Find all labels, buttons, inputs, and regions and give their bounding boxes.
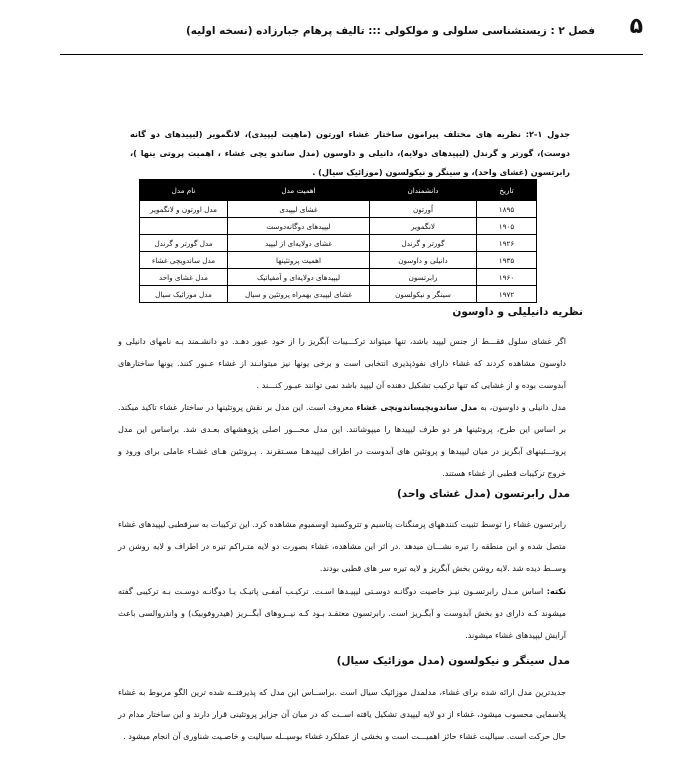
table-row [140, 286, 537, 303]
table-cell: سینگر و نیکولسون [370, 286, 477, 303]
table-header-importance: اهمیت مدل [228, 180, 370, 201]
page-header [60, 14, 643, 48]
table-cell: گورتر و گرندل [370, 235, 477, 252]
paragraph-text: معروف است. این مدل بر نقش پروتئینها در ساختار غشاء تاکید میکند. بر اساس این طرح، پروتئینها هر دو طرف لیپیدها را میپوشانند. این مدل محـــور اصلی پژوهشهای بعـدی شد. براساس این مدل پروتـــئینهای آبگریز در میان لیپیدها و پروتئین های آبدوست در اطراف لیپیدهـا مسـتقرند . پـروتئین هـای غشـاء عاملی برای ورود و خروج ترکیبات قطبی از غشاء هستند. [118, 402, 566, 478]
table-cell: مدل موزائیک سیال [140, 286, 228, 303]
models-table [139, 179, 537, 303]
note-paragraph [118, 580, 566, 646]
header-rule [60, 54, 643, 55]
table-cell: ۱۹۷۲ [477, 286, 537, 303]
table-cell: مدل ساندویچی غشاء [140, 252, 228, 269]
table-row [140, 252, 537, 269]
paragraph: اگر غشای سلول فقـــط از جنس لیپید باشد، تنها میتواند ترکـــیبات آبگریز را از خود عبور دهـد. دو دانشـمند بـه نامهای دانیلی و داوسون مشاهده کردند که غشاء دارای نفوذپذیری انتخابی است و برخی یونها نیز میتوانـند از غشاء عـبور کنند. یونها ساختارهای آبدوست بوده و از غشایی که تنها ترکیب تشکیل دهنده آن لیپید باشد نمی توانند عبـور کنـــند . [118, 336, 566, 390]
table-cell: ۱۹۶۰ [477, 269, 537, 286]
section-title-robertson: مدل رابرتسون (مدل غشای واحد) [396, 488, 570, 500]
bold-term: مدل ساندویچیساندویچی غشاء [356, 402, 478, 412]
table-cell: مدل غشای واحد [140, 269, 228, 286]
table-header-row [140, 180, 537, 201]
table-cell: مدل گورتر و گرندل [140, 235, 228, 252]
table-cell: اهمیت پروتئینها [228, 252, 370, 269]
table-cell: لیپیدهای دولایه‌ای و آمفیاتیک [228, 269, 370, 286]
table-row [140, 218, 537, 235]
table-cell [140, 218, 228, 235]
table-header-date: تاریخ [477, 180, 537, 201]
note-label: نکته: [546, 586, 566, 596]
table-cell: لیپیدهای دوگانه‌دوست [228, 218, 370, 235]
header-title: فصل ۲ : زیستشناسی سلولی و مولکولی ::: تالیف پرهام جبارزاده (نسخه اولیه) [185, 25, 595, 37]
table-cell: لانگمویر [370, 218, 477, 235]
paragraph: رابرتسون غشاء را توسط تثبیت کنندههای پرمنگنات پتاسیم و تتروکسید اوسمیوم مشاهده کرد. این ترکیبات به سرقطبی لیپیدهای غشاء متصل شده و این منطقه را تیره نشـــان میدهد .در اثر این مشاهده، غشاء بصورت دو لایه متـراکم تیره در اطراف و لایه روشن در وســط دیده شد .لایه روشن بخش آبگریز و لایه تیره سر های قطبی بودند. [118, 519, 566, 573]
table-cell: رابرتسون [370, 269, 477, 286]
table-cell: دانیلی و داوسون [370, 252, 477, 269]
table-header-scientists: دانشمندان [370, 180, 477, 201]
table-cell: مدل اورتون و لانگمویر [140, 201, 228, 218]
table-cell: غشای دولایه‌ای از لیپید [228, 235, 370, 252]
paragraph-text: مدل دانیلی و داوسون، به [480, 402, 566, 412]
paragraph-text: اساس مـدل رابرتسـون نیـز خاصیت دوگانـه دوسـتی لیپیـدها اسـت. ترکیـب آمفـی پاتیـک یـا دوگانـه دوسـت بـه ترکیبی گفته میشوند کـه دارای دو بخش آبدوست و آبگـریز است. رابرتسون معتقـد بـود کـه نیــروهای آبگــریز (هیدروفوبیک) و واندروالسی باعث آرایش لیپیدهای غشاء میشوند. [118, 586, 566, 640]
paragraph [118, 396, 566, 484]
section-title-singer: مدل سینگر و نیکولسون (مدل موزائیک سیال) [336, 655, 570, 667]
table-row [140, 235, 537, 252]
table-cell: ۱۹۳۵ [477, 252, 537, 269]
table-cell: ۱۹۰۵ [477, 218, 537, 235]
table-cell: ۱۹۲۶ [477, 235, 537, 252]
table-cell: غشای لیپیدی [228, 201, 370, 218]
table-cell: اُورتون [370, 201, 477, 218]
table-caption: جدول ۱-۲: نظریه های مختلف پیرامون ساختار غشاء اورتون (ماهیت لیپیدی)، لانگمویر (لیپیدهای دو گانه دوست)، گورتر و گرندل (لیپیدهای دولایه)، دانیلی و داوسون (مدل ساندو یچی غشاء ، اهمیت پروتی ینها )، رابرتسون (غشای واحد)، و سینگر و نیکولسون (موزائیک سیال) . [130, 129, 570, 177]
table-row [140, 269, 537, 286]
table-cell: ۱۸۹۵ [477, 201, 537, 218]
table-header-model: نام مدل [140, 180, 228, 201]
table-row [140, 201, 537, 218]
table-cell: غشای لیپیدی بهمراه پروتئین و سیال [228, 286, 370, 303]
paragraph: جدیدترین مدل ارائه شده برای غشاء، مدلمدل موزائیک سیال است .براســاس این مدل که پذیرفتــه شده ترین الگو مربوط به غشاء پلاسمایی محسوب میشود، غشاء از دو لایه لیپیدی تشکیل یافته اســت که در میان آن جزایر پروتئینی قرار دارند و این ساختار مدام در حال حرکت است. سیالیت غشاء حائز اهمیـــت است و بخشی از عملکرد غشاء بوسیــله سیالیت و خاصـیت شناوری آن انجام میشود . [118, 687, 566, 741]
page-number: ۵ [629, 14, 643, 39]
section-title-danielli: نظریه دانیلیلی و داوسون [452, 306, 583, 318]
